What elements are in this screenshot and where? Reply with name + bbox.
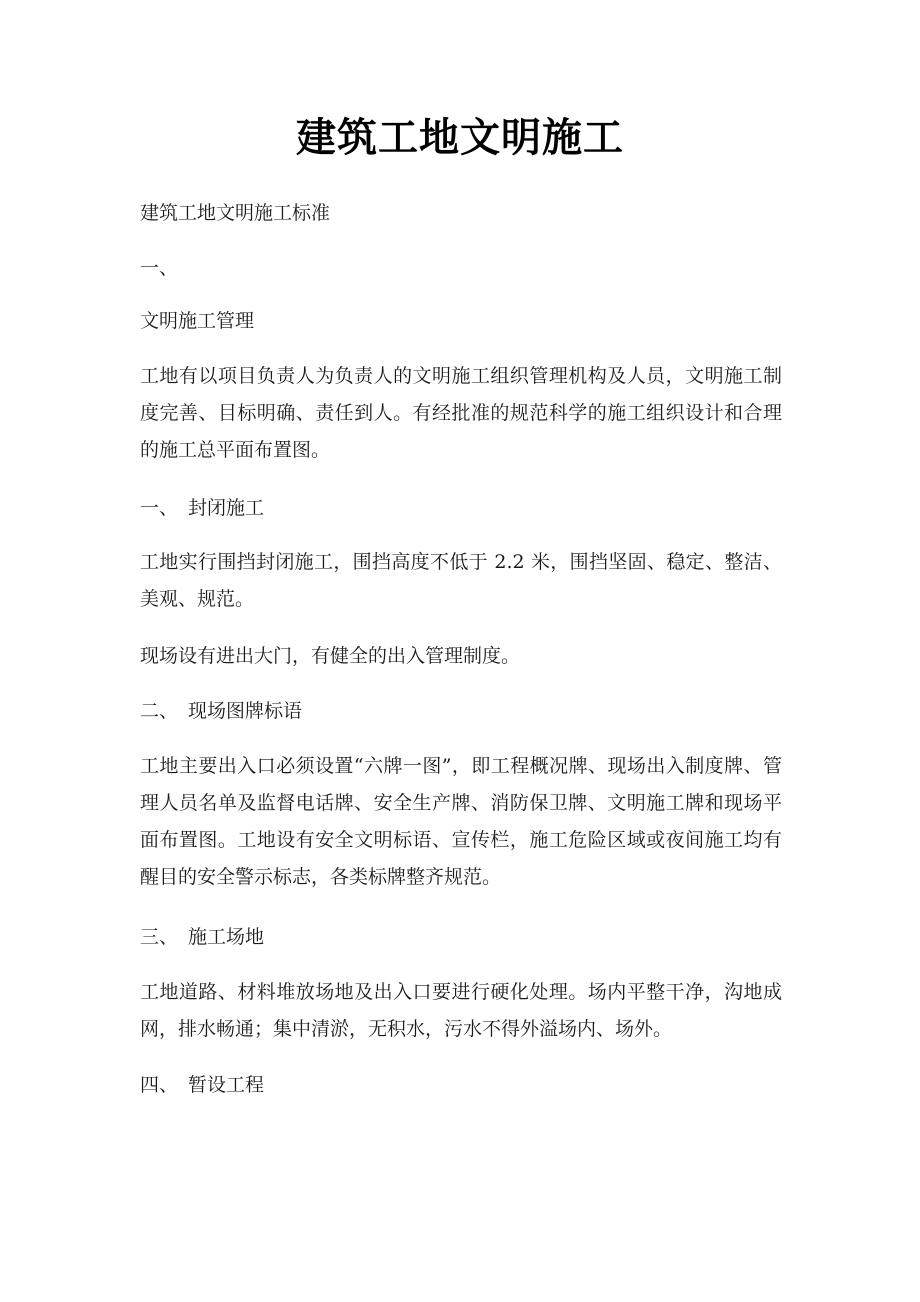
document-title: 建筑工地文明施工	[296, 114, 624, 161]
heading-number: 一、	[140, 257, 179, 279]
paragraph-enclosure: 工地实行围挡封闭施工，围挡高度不低于 2.2 米，围挡坚固、稳定、整洁、美观、规范。	[140, 551, 782, 610]
heading-number: 四、	[140, 1074, 179, 1096]
heading-number: 一、	[140, 497, 179, 519]
section-heading-temporary-works	[140, 1067, 782, 1104]
section-heading-signage	[140, 693, 782, 730]
paragraph-entrance: 现场设有进出大门，有健全的出入管理制度。	[140, 645, 521, 667]
heading-text: 封闭施工	[188, 497, 265, 519]
heading-text: 暂设工程	[188, 1074, 265, 1096]
document-subtitle: 建筑工地文明施工标准	[140, 202, 331, 224]
heading-text: 施工场地	[188, 926, 265, 948]
paragraph-civilized-construction-management: 文明施工管理	[140, 310, 255, 332]
paragraph-organization: 工地有以项目负责人为负责人的文明施工组织管理机构及人员，文明施工制度完善、目标明确、责任到人。有经批准的规范科学的施工组织设计和合理的施工总平面布置图。	[140, 365, 782, 461]
heading-number: 二、	[140, 700, 179, 722]
section-heading-enclosed-construction	[140, 490, 782, 527]
section-heading-site	[140, 919, 782, 956]
paragraph-signage: 工地主要出入口必须设置“六牌一图”，即工程概况牌、现场出入制度牌、管理人员名单及监督电话牌、安全生产牌、消防保卫牌、文明施工牌和现场平面布置图。工地设有安全文明标语、宣传栏，施工危险区域或夜间施工均有醒目的安全警示标志，各类标牌整齐规范。	[140, 755, 782, 888]
heading-number: 三、	[140, 926, 179, 948]
section-heading-1-marker	[140, 250, 782, 287]
heading-text: 现场图牌标语	[188, 700, 303, 722]
paragraph-site: 工地道路、材料堆放场地及出入口要进行硬化处理。场内平整干净，沟地成网，排水畅通；集中清淤，无积水，污水不得外溢场内、场外。	[140, 981, 782, 1040]
